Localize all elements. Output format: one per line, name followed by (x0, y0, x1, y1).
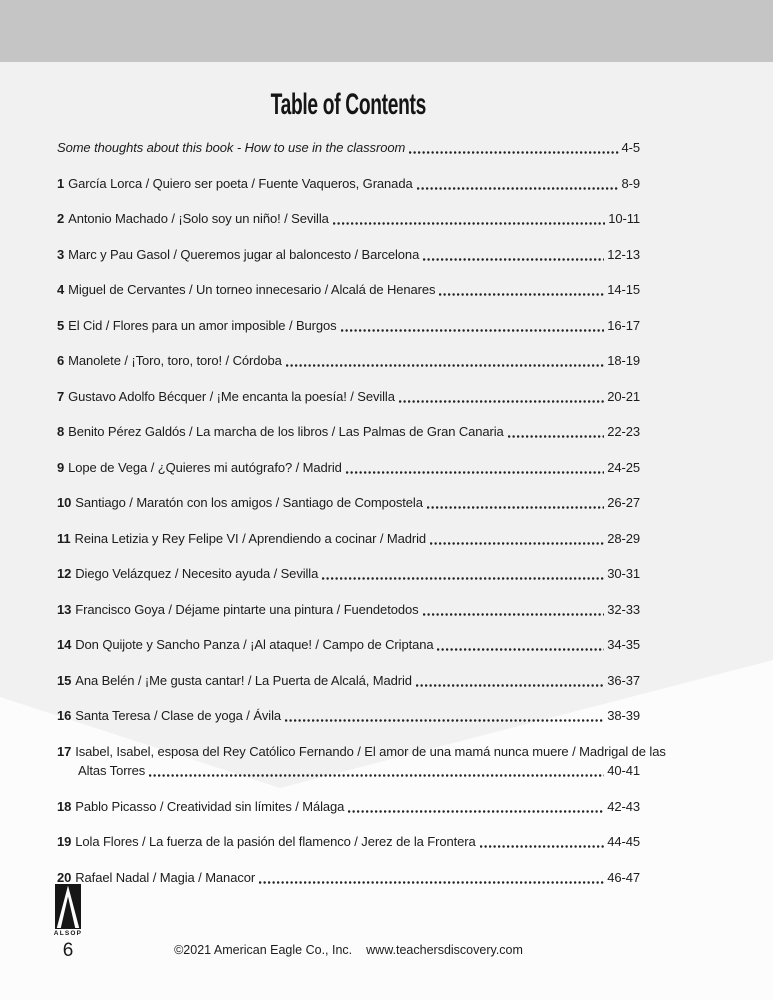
entry-text: Lope de Vega / ¿Quieres mi autógrafo? / Madrid (68, 459, 342, 475)
entry-pages: 28-29 (607, 530, 640, 546)
website-text: www.teachersdiscovery.com (366, 943, 523, 957)
toc-entry-row (57, 209, 640, 228)
entry-number: 11 (57, 530, 71, 546)
toc-page (57, 0, 666, 903)
entry-number: 17 (57, 743, 72, 759)
toc-entry-row (57, 245, 640, 264)
toc-entries (57, 174, 666, 887)
dot-leader (439, 293, 604, 296)
footer-copyright (57, 943, 640, 958)
dot-leader (416, 684, 604, 687)
entry-number: 5 (57, 317, 65, 333)
entry-number: 9 (57, 459, 65, 475)
entry-pages: 32-33 (607, 601, 640, 617)
toc-intro-label: Some thoughts about this book - How to use in the classroom (57, 140, 406, 155)
entry-pages: 34-35 (607, 637, 640, 652)
dot-leader (409, 151, 618, 154)
entry-pages: 22-23 (607, 424, 640, 439)
entry-number: 7 (57, 388, 65, 404)
alsop-logo-icon (55, 884, 81, 929)
entry-pages: 12-13 (607, 246, 640, 262)
entry-pages: 26-27 (607, 495, 640, 510)
entry-pages: 14-15 (607, 282, 640, 297)
entry-text: Santiago / Maratón con los amigos / Santiago de Compostela (75, 495, 423, 510)
entry-pages: 42-43 (607, 798, 640, 814)
toc-entry-row (57, 493, 640, 512)
entry-pages: 8-9 (621, 175, 640, 191)
entry-pages: 40-41 (607, 763, 640, 778)
entry-text: Isabel, Isabel, esposa del Rey Católico Fernando / El amor de una mamá nunca muere / Madrigal de las (75, 743, 666, 759)
entry-text: García Lorca / Quiero ser poeta / Fuente Vaqueros, Granada (68, 175, 413, 191)
entry-text: Rafael Nadal / Magia / Manacor (75, 869, 256, 885)
entry-text: Francisco Goya / Déjame pintarte una pintura / Fuendetodos (75, 601, 419, 617)
entry-pages: 16-17 (607, 317, 640, 333)
entry-pages: 46-47 (607, 869, 640, 885)
toc-entry-row (57, 706, 640, 725)
entry-number: 12 (57, 566, 72, 581)
entry-text: Manolete / ¡Toro, toro, toro! / Córdoba (68, 353, 282, 368)
entry-text: Pablo Picasso / Creatividad sin límites / Málaga (75, 798, 345, 814)
entry-number: 15 (57, 672, 72, 688)
page-number: 6 (62, 940, 74, 961)
entry-text: Diego Velázquez / Necesito ayuda / Sevilla (75, 566, 319, 581)
entry-text: Miguel de Cervantes / Un torneo innecesario / Alcalá de Henares (68, 282, 436, 297)
toc-entry-row (57, 316, 640, 335)
toc-entry-row (57, 174, 640, 193)
entry-pages: 18-19 (607, 353, 640, 368)
page-title (57, 88, 640, 121)
dot-leader (346, 471, 604, 474)
dot-leader (417, 187, 619, 190)
dot-leader (259, 881, 604, 884)
entry-pages: 36-37 (607, 672, 640, 688)
toc-entry-row (57, 422, 640, 441)
toc-entry-row (57, 832, 640, 851)
dot-leader (322, 577, 604, 580)
entry-number: 19 (57, 834, 72, 849)
toc-entry-row (57, 761, 640, 780)
dot-leader (399, 400, 604, 403)
entry-text: Ana Belén / ¡Me gusta cantar! / La Puerta de Alcalá, Madrid (75, 672, 412, 688)
toc-entry-row (57, 635, 640, 654)
entry-number: 3 (57, 246, 65, 262)
toc-entry-row (57, 868, 640, 887)
entry-text: Lola Flores / La fuerza de la pasión del flamenco / Jerez de la Frontera (75, 834, 476, 849)
dot-leader (423, 258, 604, 261)
toc-entry-row (57, 797, 640, 816)
page-title-text: Table of Contents (270, 88, 427, 121)
entry-number: 14 (57, 637, 72, 652)
dot-leader (427, 506, 604, 509)
entry-pages: 20-21 (607, 388, 640, 404)
dot-leader (149, 774, 604, 777)
dot-leader (423, 613, 605, 616)
entry-number: 10 (57, 495, 72, 510)
toc-intro-pages: 4-5 (621, 140, 640, 155)
entry-number: 2 (57, 211, 65, 226)
toc-entry-row (57, 529, 640, 548)
entry-number: 16 (57, 708, 72, 723)
entry-pages: 38-39 (607, 708, 640, 723)
entry-number: 20 (57, 869, 72, 885)
entry-number: 18 (57, 798, 72, 814)
copyright-text: ©2021 American Eagle Co., Inc. (174, 943, 353, 957)
entry-text: Santa Teresa / Clase de yoga / Ávila (75, 708, 281, 723)
dot-leader (333, 222, 605, 225)
entry-pages: 44-45 (607, 834, 640, 849)
entry-pages: 30-31 (607, 566, 640, 581)
entry-number: 1 (57, 175, 65, 191)
dot-leader (508, 435, 605, 438)
toc-entry-row (57, 600, 640, 619)
toc-entry-row (57, 351, 640, 370)
entry-number: 6 (57, 353, 65, 368)
entry-text: Reina Letizia y Rey Felipe VI / Aprendiendo a cocinar / Madrid (74, 530, 427, 546)
toc-entry-row (57, 671, 640, 690)
toc-intro-row (57, 138, 640, 157)
dot-leader (348, 810, 604, 813)
entry-text: Benito Pérez Galdós / La marcha de los libros / Las Palmas de Gran Canaria (68, 424, 504, 439)
entry-text: Don Quijote y Sancho Panza / ¡Al ataque! / Campo de Criptana (75, 637, 434, 652)
entry-text: El Cid / Flores para un amor imposible / Burgos (68, 317, 337, 333)
entry-text: Gustavo Adolfo Bécquer / ¡Me encanta la poesía! / Sevilla (68, 388, 395, 404)
dot-leader (285, 719, 604, 722)
dot-leader (480, 845, 605, 848)
entry-text: Antonio Machado / ¡Solo soy un niño! / Sevilla (68, 211, 329, 226)
entry-number: 13 (57, 601, 72, 617)
alsop-logo-label: ALSOP (53, 930, 83, 937)
dot-leader (430, 542, 604, 545)
entry-pages: 24-25 (607, 459, 640, 475)
toc-entry-row (57, 280, 640, 299)
entry-pages: 10-11 (608, 211, 640, 226)
dot-leader (286, 364, 605, 367)
entry-text: Altas Torres (78, 763, 146, 778)
toc-entry-row (57, 387, 640, 406)
dot-leader (341, 329, 605, 332)
toc-entry-row (57, 564, 640, 583)
dot-leader (437, 648, 604, 651)
entry-text: Marc y Pau Gasol / Queremos jugar al baloncesto / Barcelona (68, 246, 420, 262)
entry-number: 4 (57, 282, 65, 297)
toc-entry-row (57, 742, 666, 761)
toc-entry-row (57, 458, 640, 477)
entry-number: 8 (57, 424, 65, 439)
